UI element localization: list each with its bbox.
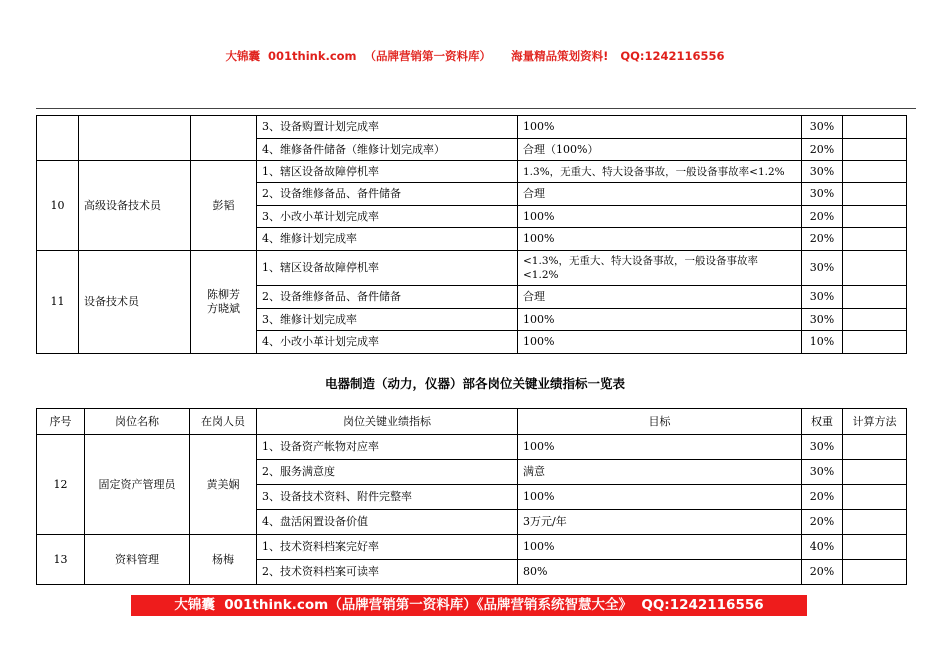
method-cell bbox=[843, 560, 907, 585]
indicator-cell: 4、小改小革计划完成率 bbox=[257, 331, 518, 354]
method-cell bbox=[843, 510, 907, 535]
target-cell: 3万元/年 bbox=[518, 510, 802, 535]
method-cell bbox=[843, 331, 907, 354]
method-cell bbox=[843, 206, 907, 228]
target-cell: 100% bbox=[518, 309, 802, 331]
position-cell: 资料管理 bbox=[85, 535, 190, 585]
target-cell: 100% bbox=[518, 331, 802, 354]
no-cell: 13 bbox=[37, 535, 85, 585]
method-cell bbox=[843, 535, 907, 560]
target-cell: 合理 bbox=[518, 286, 802, 309]
kpi-table bbox=[36, 408, 907, 585]
weight-cell: 20% bbox=[802, 510, 843, 535]
weight-cell: 20% bbox=[802, 560, 843, 585]
table-row bbox=[37, 116, 907, 139]
person-name: 方晓斌 bbox=[207, 302, 240, 315]
position-cell: 高级设备技术员 bbox=[79, 161, 191, 251]
target-cell bbox=[518, 251, 802, 286]
weight-cell: 30% bbox=[802, 435, 843, 460]
weight-cell: 30% bbox=[802, 183, 843, 206]
no-cell bbox=[37, 116, 79, 161]
table-row bbox=[37, 435, 907, 460]
kpi-table-continued bbox=[36, 115, 907, 354]
section-title: 电器制造（动力，仪器）部各岗位关键业绩指标一览表 bbox=[324, 376, 625, 391]
weight-cell: 20% bbox=[802, 139, 843, 161]
method-cell bbox=[843, 435, 907, 460]
header-indicator: 岗位关键业绩指标 bbox=[257, 409, 518, 435]
method-cell bbox=[843, 139, 907, 161]
position-cell bbox=[79, 116, 191, 161]
target-cell: 1.3%，无重大、特大设备事故，一般设备事故率<1.2% bbox=[518, 161, 802, 183]
header-person: 在岗人员 bbox=[190, 409, 257, 435]
indicator-cell: 1、设备资产帐物对应率 bbox=[257, 435, 518, 460]
target-cell: 满意 bbox=[518, 460, 802, 485]
target-line: <1.3%，无重大、特大设备事故，一般设备事故率 bbox=[523, 255, 758, 267]
target-cell: 100% bbox=[518, 435, 802, 460]
indicator-cell: 3、设备购置计划完成率 bbox=[257, 116, 518, 139]
indicator-cell: 3、设备技术资料、附件完整率 bbox=[257, 485, 518, 510]
person-cell bbox=[191, 251, 257, 354]
table-row bbox=[37, 251, 907, 286]
method-cell bbox=[843, 251, 907, 286]
indicator-cell: 2、设备维修备品、备件储备 bbox=[257, 183, 518, 206]
position-cell: 设备技术员 bbox=[79, 251, 191, 354]
target-cell: 合理（100%） bbox=[518, 139, 802, 161]
weight-cell: 40% bbox=[802, 535, 843, 560]
weight-cell: 30% bbox=[802, 116, 843, 139]
target-cell: 合理 bbox=[518, 183, 802, 206]
weight-cell: 20% bbox=[802, 206, 843, 228]
weight-cell: 30% bbox=[802, 161, 843, 183]
target-cell: 100% bbox=[518, 485, 802, 510]
header-divider bbox=[36, 108, 916, 109]
person-cell: 杨梅 bbox=[190, 535, 257, 585]
method-cell bbox=[843, 286, 907, 309]
indicator-cell: 1、辖区设备故障停机率 bbox=[257, 251, 518, 286]
method-cell bbox=[843, 460, 907, 485]
position-cell: 固定资产管理员 bbox=[85, 435, 190, 535]
weight-cell: 30% bbox=[802, 286, 843, 309]
footer-banner: 大锦囊 001think.com（品牌营销第一资料库）《品牌营销系统智慧大全》 QQ:1242116556 bbox=[131, 595, 807, 616]
no-cell: 11 bbox=[37, 251, 79, 354]
header-target: 目标 bbox=[518, 409, 802, 435]
indicator-cell: 4、维修计划完成率 bbox=[257, 228, 518, 251]
weight-cell: 30% bbox=[802, 251, 843, 286]
indicator-cell: 1、技术资料档案完好率 bbox=[257, 535, 518, 560]
header-no: 序号 bbox=[37, 409, 85, 435]
target-cell: 100% bbox=[518, 535, 802, 560]
indicator-cell: 2、服务满意度 bbox=[257, 460, 518, 485]
table-header-row bbox=[37, 409, 907, 435]
method-cell bbox=[843, 116, 907, 139]
method-cell bbox=[843, 183, 907, 206]
header-weight: 权重 bbox=[802, 409, 843, 435]
method-cell bbox=[843, 309, 907, 331]
indicator-cell: 2、设备维修备品、备件储备 bbox=[257, 286, 518, 309]
target-cell: 80% bbox=[518, 560, 802, 585]
header-position: 岗位名称 bbox=[85, 409, 190, 435]
person-cell: 黄美娴 bbox=[190, 435, 257, 535]
person-cell: 彭韬 bbox=[191, 161, 257, 251]
person-name: 陈柳芳 bbox=[207, 288, 240, 301]
no-cell: 10 bbox=[37, 161, 79, 251]
indicator-cell: 4、盘活闲置设备价值 bbox=[257, 510, 518, 535]
table-row bbox=[37, 535, 907, 560]
no-cell: 12 bbox=[37, 435, 85, 535]
target-cell: 100% bbox=[518, 116, 802, 139]
header-method: 计算方法 bbox=[843, 409, 907, 435]
person-cell bbox=[191, 116, 257, 161]
weight-cell: 20% bbox=[802, 485, 843, 510]
weight-cell: 30% bbox=[802, 460, 843, 485]
indicator-cell: 4、维修备件储备（维修计划完成率） bbox=[257, 139, 518, 161]
table-row bbox=[37, 161, 907, 183]
method-cell bbox=[843, 161, 907, 183]
target-cell: 100% bbox=[518, 228, 802, 251]
weight-cell: 10% bbox=[802, 331, 843, 354]
weight-cell: 20% bbox=[802, 228, 843, 251]
indicator-cell: 2、技术资料档案可读率 bbox=[257, 560, 518, 585]
method-cell bbox=[843, 485, 907, 510]
indicator-cell: 3、维修计划完成率 bbox=[257, 309, 518, 331]
method-cell bbox=[843, 228, 907, 251]
indicator-cell: 3、小改小革计划完成率 bbox=[257, 206, 518, 228]
indicator-cell: 1、辖区设备故障停机率 bbox=[257, 161, 518, 183]
weight-cell: 30% bbox=[802, 309, 843, 331]
target-cell: 100% bbox=[518, 206, 802, 228]
target-line: <1.2% bbox=[523, 269, 559, 281]
header-banner: 大锦囊 001think.com （品牌营销第一资料库） 海量精品策划资料! QQ:1242116556 bbox=[225, 49, 725, 63]
